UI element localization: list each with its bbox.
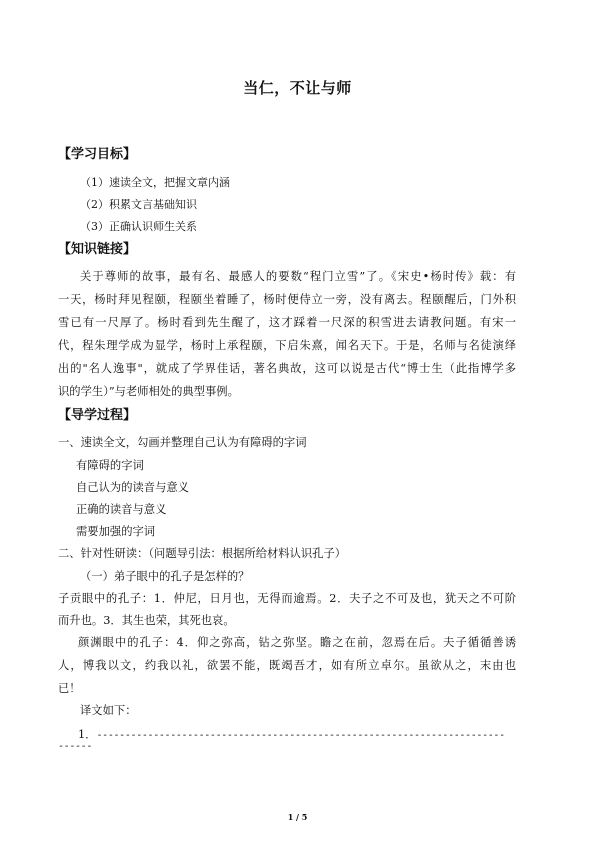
part2-subquestion: （一）弟子眼中的孔子是怎样的？ [80, 570, 250, 583]
part2-label: 二、针对性研读：（问题导引法：根据所给材料认识孔子） [58, 547, 347, 560]
knowledge-paragraph-line: 雪已有一尺厚了。杨时看到先生醒了，这才踩着一尺深的积雪进去请教问题。有宋一 [58, 316, 516, 329]
part1-item: 需要加强的字词 [76, 525, 156, 538]
answer-blank: ------------------------------------------------------------------------ [96, 730, 505, 741]
knowledge-paragraph-line: 关于尊师的故事，最有名、最感人的要数“程门立雪”了。《宋史•杨时传》载：有 [80, 270, 516, 283]
answer-line-1 [78, 723, 518, 742]
part1-item: 有障碍的字词 [76, 459, 144, 472]
process-heading: 【导学过程】 [58, 408, 137, 423]
objective-item: （3）正确认识师生关系 [80, 220, 197, 233]
part1-item: 正确的读音与意义 [76, 503, 167, 516]
knowledge-paragraph-line: 一天，杨时拜见程颐，程颐坐着睡了，杨时便侍立一旁，没有离去。程颐醒后，门外积 [58, 293, 516, 306]
translation-label: 译文如下： [80, 704, 137, 717]
knowledge-paragraph-line: 出的"名人逸事"，就成了学界佳话，著名典故，这可以说是古代“博士生（此指博学多 [58, 362, 516, 375]
yanyuan-quote-line: 颜渊眼中的孔子：4．仰之弥高，钻之弥坚。瞻之在前，忽焉在后。夫子循循善诱 [78, 636, 516, 649]
page-number: 1 / 5 [287, 812, 308, 822]
objective-item: （2）积累文言基础知识 [80, 198, 197, 211]
part1-item: 自己认为的读音与意义 [76, 481, 189, 494]
answer-number: 1． [78, 728, 97, 741]
zigong-quote-line: 子贡眼中的孔子：1．仲尼，日月也，无得而逾焉。2．夫子之不可及也，犹天之不可阶 [58, 592, 516, 605]
knowledge-paragraph-line: 代，程朱理学成为显学，杨时上承程颐，下启朱熹，闻名天下。于是，名师与名徒演绎 [58, 339, 516, 352]
knowledge-paragraph-line: 识的学生）”与老师相处的典型事例。 [58, 385, 239, 398]
knowledge-heading: 【知识链接】 [58, 242, 137, 257]
zigong-quote-line: 而升也。3．其生也荣，其死也哀。 [58, 614, 235, 627]
yanyuan-quote-line: 已！ [58, 682, 81, 695]
objective-item: （1）速读全文，把握文章内涵 [80, 176, 230, 189]
part1-label: 一、速读全文，勾画并整理自己认为有障碍的字词 [58, 436, 307, 449]
objectives-heading: 【学习目标】 [58, 147, 137, 162]
answer-blank-continued: ------ [58, 741, 93, 752]
yanyuan-quote-line: 人，博我以文，约我以礼，欲罢不能，既竭吾才，如有所立卓尔。虽欲从之，末由也 [58, 659, 516, 672]
page-title: 当仁，不让与师 [243, 79, 352, 97]
